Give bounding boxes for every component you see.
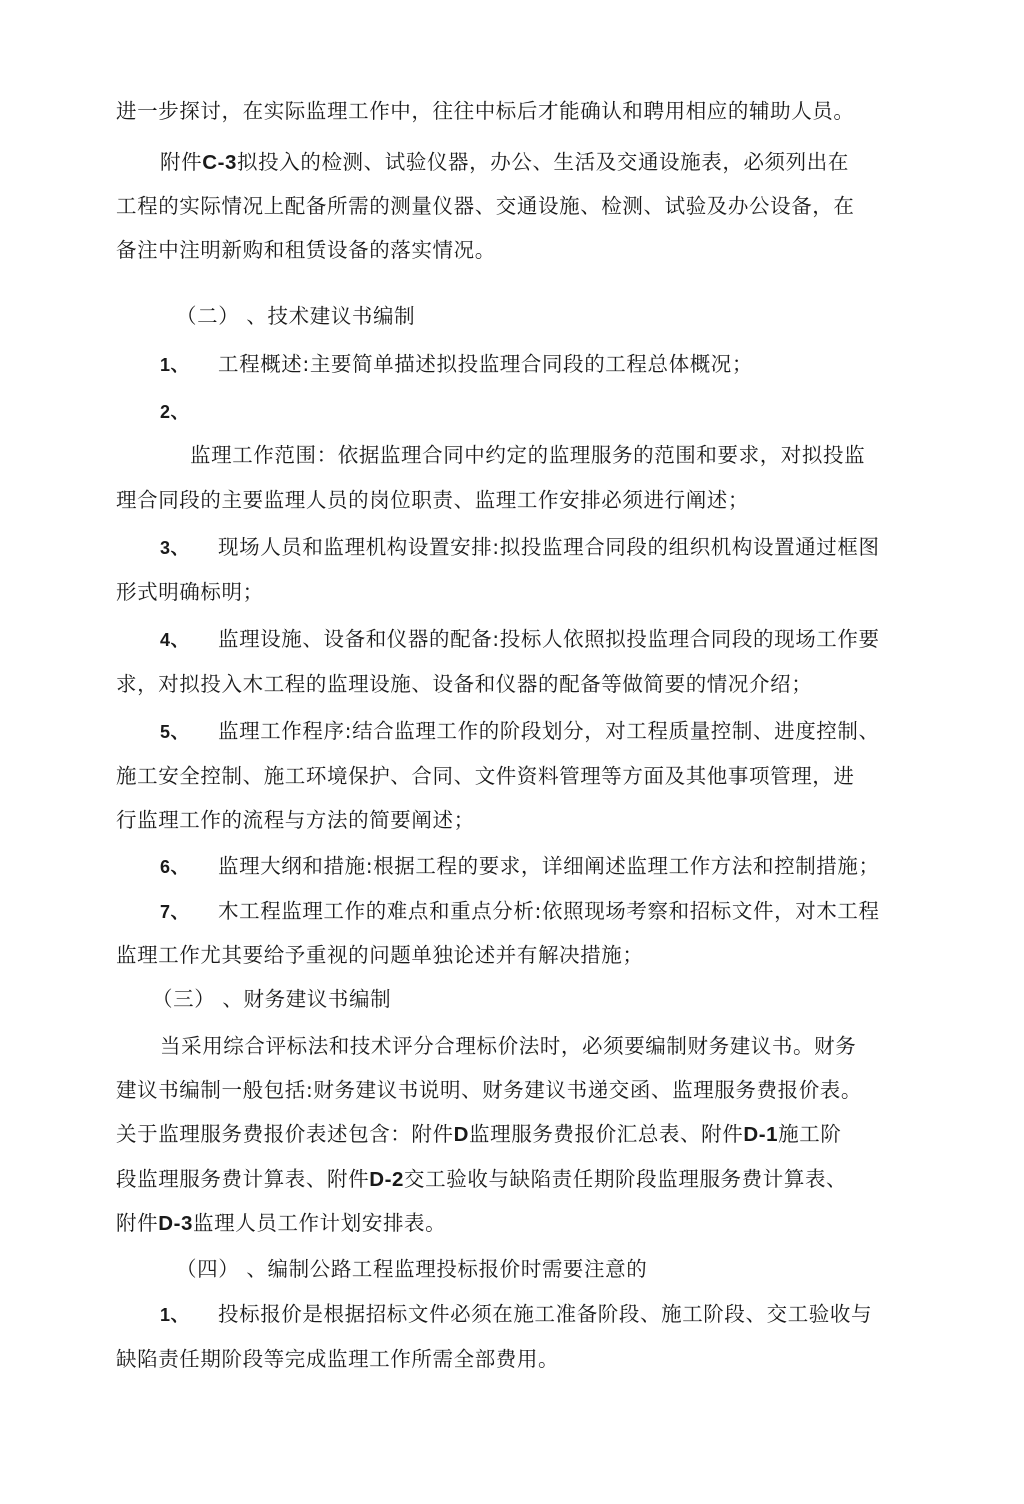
attachment-code: D-2: [369, 1168, 405, 1191]
attachment-code: C-3: [202, 151, 238, 174]
list-item: 3、 现场人员和监理机构设置安排:拟投监理合同段的组织机构设置通过框图: [160, 533, 880, 562]
list-item: [160, 397, 218, 426]
section-heading: （四） 、编制公路工程监理投标报价时需要注意的: [176, 1257, 648, 1281]
body-line: 关于监理服务费报价表述包含：附件D监理服务费报价汇总表、附件D-1施工阶: [116, 1122, 842, 1146]
body-line: 行监理工作的流程与方法的简要阐述；: [116, 808, 475, 832]
body-line: 建议书编制一般包括:财务建议书说明、财务建议书递交函、监理服务费报价表。: [116, 1078, 863, 1102]
body-line: 施工安全控制、施工环境保护、合同、文件资料管理等方面及其他事项管理，进: [116, 764, 855, 788]
section-heading: （二） 、技术建议书编制: [176, 304, 416, 328]
list-item: 4、 监理设施、设备和仪器的配备:投标人依照拟投监理合同段的现场工作要: [160, 625, 880, 654]
body-line: 进一步探讨，在实际监理工作中，往往中标后才能确认和聘用相应的辅助人员。: [116, 99, 855, 123]
body-line: 缺陷责任期阶段等完成监理工作所需全部费用。: [116, 1347, 560, 1371]
body-line: 当采用综合评标法和技术评分合理标价法时，必须要编制财务建议书。财务: [160, 1034, 857, 1058]
list-item: 1、 投标报价是根据招标文件必须在施工准备阶段、施工阶段、交工验收与: [160, 1300, 872, 1329]
attachment-code: D-1: [743, 1123, 779, 1146]
body-line: 形式明确标明；: [116, 580, 264, 604]
list-number: 4、: [160, 630, 190, 650]
list-item: 6、 监理大纲和措施:根据工程的要求，详细阐述监理工作方法和控制措施；: [160, 852, 880, 881]
body-line: 附件C-3拟投入的检测、试验仪器，办公、生活及交通设施表，必须列出在: [160, 150, 849, 174]
list-number: 5、: [160, 722, 190, 742]
list-number: 6、: [160, 857, 190, 877]
body-line: 工程的实际情况上配备所需的测量仪器、交通设施、检测、试验及办公设备，在: [116, 194, 855, 218]
body-line: 监理工作范围：依据监理合同中约定的监理服务的范围和要求，对拟投监: [190, 443, 866, 467]
attachment-code: D-3: [158, 1212, 194, 1235]
list-number: 1、: [160, 1305, 190, 1325]
list-number: 3、: [160, 538, 190, 558]
list-item: 1、 工程概述:主要简单描述拟投监理合同段的工程总体概况；: [160, 350, 753, 379]
attachment-code: D: [453, 1123, 470, 1146]
list-number: 7、: [160, 902, 190, 922]
list-number: 1、: [160, 355, 190, 375]
section-heading: （三） 、财务建议书编制: [152, 987, 392, 1011]
body-line: 监理工作尤其要给予重视的问题单独论述并有解决措施；: [116, 943, 644, 967]
list-item: 5、 监理工作程序:结合监理工作的阶段划分，对工程质量控制、进度控制、: [160, 717, 880, 746]
body-line: 附件D-3监理人员工作计划安排表。: [116, 1211, 447, 1235]
list-item: 7、 木工程监理工作的难点和重点分析:依照现场考察和招标文件，对木工程: [160, 897, 880, 926]
list-number: 2、: [160, 402, 190, 422]
body-line: 求，对拟投入木工程的监理设施、设备和仪器的配备等做简要的情况介绍；: [116, 672, 813, 696]
body-line: 理合同段的主要监理人员的岗位职责、监理工作安排必须进行阐述；: [116, 488, 749, 512]
body-line: 备注中注明新购和租赁设备的落实情况。: [116, 238, 496, 262]
body-line: 段监理服务费计算表、附件D-2交工验收与缺陷责任期阶段监理服务费计算表、: [116, 1167, 848, 1191]
